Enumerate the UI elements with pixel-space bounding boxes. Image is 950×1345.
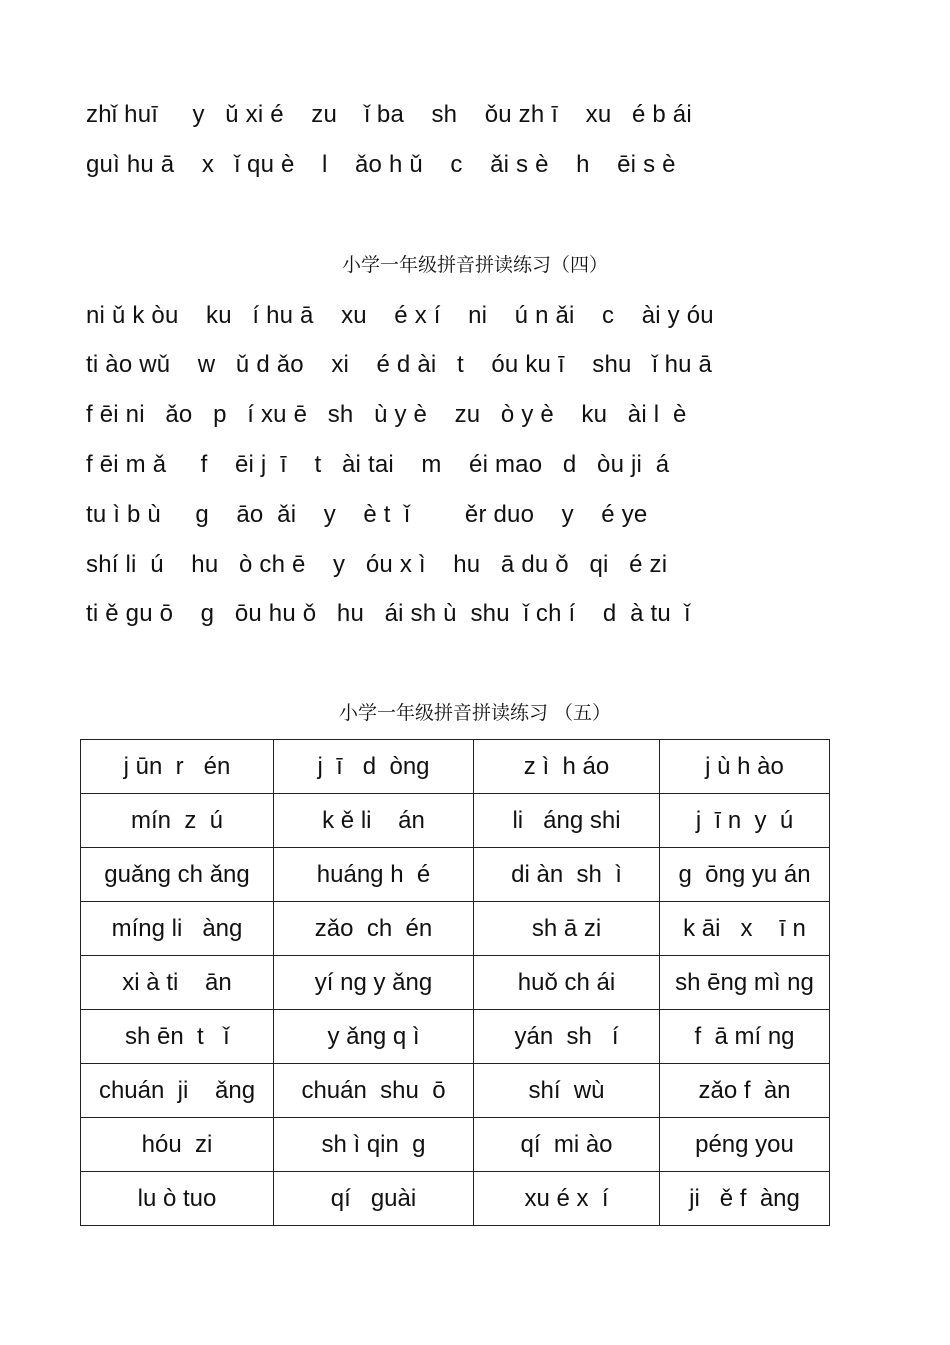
pinyin-line: f ēi m ǎ f ēi j ī t ài tai m éi mao d òu ji á xyxy=(86,451,670,478)
table-cell: sh ēn t ǐ xyxy=(81,1010,274,1064)
table-cell: chuán shu ō xyxy=(274,1064,474,1118)
table-cell: di àn sh ì xyxy=(474,848,660,902)
table-cell: y ǎng q ì xyxy=(274,1010,474,1064)
table-cell: j ī n y ú xyxy=(660,794,830,848)
table-cell: k āi x ī n xyxy=(660,902,830,956)
table-cell: péng you xyxy=(660,1118,830,1172)
table-row xyxy=(81,740,830,794)
table-cell: mín z ú xyxy=(81,794,274,848)
table-cell: j ūn r én xyxy=(81,740,274,794)
table-cell: j ī d òng xyxy=(274,740,474,794)
pinyin-line: tu ì b ù g āo ǎi y è t ǐ ěr duo y é ye xyxy=(86,501,648,528)
section-title: 小学一年级拼音拼读练习（四） xyxy=(341,254,608,276)
table-cell: qí mi ào xyxy=(474,1118,660,1172)
table-cell: yán sh í xyxy=(474,1010,660,1064)
table-row xyxy=(81,1118,830,1172)
table-cell: míng li àng xyxy=(81,902,274,956)
table-cell: k ě li án xyxy=(274,794,474,848)
table-cell: xi à ti ān xyxy=(81,956,274,1010)
pinyin-line: shí li ú hu ò ch ē y óu x ì hu ā du ǒ qi é zi xyxy=(86,551,668,578)
table-cell: chuán ji ǎng xyxy=(81,1064,274,1118)
table-cell: yí ng y ǎng xyxy=(274,956,474,1010)
table-row xyxy=(81,902,830,956)
pinyin-line: guì hu ā x ǐ qu è l ǎo h ǔ c ǎi s è h ēi s è xyxy=(86,151,676,178)
table-cell: z ì h áo xyxy=(474,740,660,794)
table-row xyxy=(81,794,830,848)
table-cell: guǎng ch ǎng xyxy=(81,848,274,902)
table-row xyxy=(81,848,830,902)
pinyin-line: ti ě gu ō g ōu hu ǒ hu ái sh ù shu ǐ ch í d à tu ǐ xyxy=(86,600,691,627)
table-cell: hóu zi xyxy=(81,1118,274,1172)
pinyin-line: ti ào wǔ w ǔ d ǎo xi é d ài t óu ku ī shu ǐ hu ā xyxy=(86,351,713,378)
table-cell: huáng h é xyxy=(274,848,474,902)
table-cell: sh ā zi xyxy=(474,902,660,956)
table-cell: sh ēng mì ng xyxy=(660,956,830,1010)
table-row xyxy=(81,1010,830,1064)
table-cell: zǎo ch én xyxy=(274,902,474,956)
table-cell: lu ò tuo xyxy=(81,1172,274,1226)
table-cell: li áng shi xyxy=(474,794,660,848)
pinyin-line: f ēi ni ǎo p í xu ē sh ù y è zu ò y è ku ài l è xyxy=(86,401,687,428)
table-cell: xu é x í xyxy=(474,1172,660,1226)
pinyin-line: ni ǔ k òu ku í hu ā xu é x í ni ú n ǎi c ài y óu xyxy=(86,302,714,329)
section-title: 小学一年级拼音拼读练习 （五） xyxy=(338,702,612,724)
table-cell: ji ě f àng xyxy=(660,1172,830,1226)
table-cell: qí guài xyxy=(274,1172,474,1226)
pinyin-table xyxy=(80,739,830,1226)
table-cell: f ā mí ng xyxy=(660,1010,830,1064)
pinyin-line: zhǐ huī y ǔ xi é zu ǐ ba sh ǒu zh ī xu é b ái xyxy=(86,101,692,128)
table-cell: huǒ ch ái xyxy=(474,956,660,1010)
table-row xyxy=(81,1064,830,1118)
table-cell: sh ì qin g xyxy=(274,1118,474,1172)
table-cell: g ōng yu án xyxy=(660,848,830,902)
table-row xyxy=(81,956,830,1010)
table-cell: j ù h ào xyxy=(660,740,830,794)
table-cell: shí wù xyxy=(474,1064,660,1118)
table-cell: zǎo f àn xyxy=(660,1064,830,1118)
table-row xyxy=(81,1172,830,1226)
